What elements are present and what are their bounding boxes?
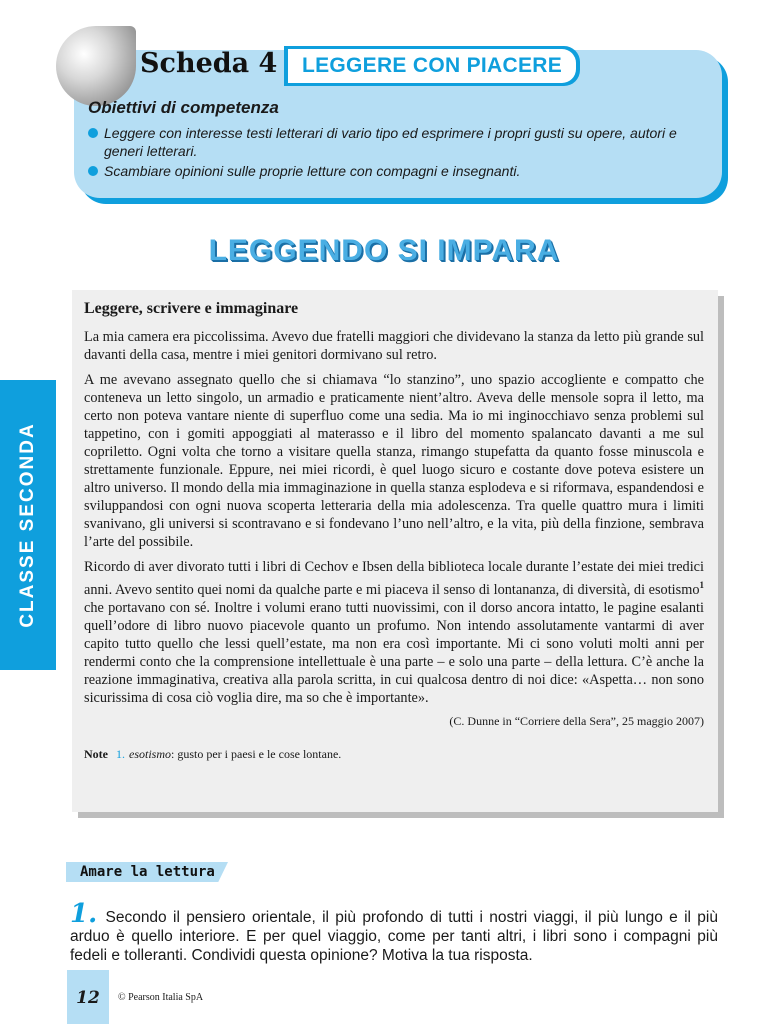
note-number: 1. [116,746,125,761]
bullet-dot-icon [88,166,98,176]
objectives-list [88,124,708,182]
reading-text: Ricordo di aver divorato tutti i libri di Cechov e Ibsen della biblioteca locale durante l’estate dei miei tredici anni. Avevo sentito quei nomi da qualche parte e mi piaceva il senso di lontananza, di diversità, di esotismo [84,559,704,598]
reading-text: che portavano con sé. Inoltre i volumi erano tutti nuovissimi, con il dorso ancora intatto, le pagine esalanti quell’odore di libro nuovo piacevole quanto un profumo. Non intendo assolutamente vantarmi di aver capito tutto quello che lessi quell’estate, ma non era così importante. Mi ci sono voluti molti anni per rendermi conto che la comprensione intellettuale è una parte – e solo una parte – della lettura. C’è anche la reazione immaginativa, creativa alla parola scritta, in cui qualcosa dentro di noi dice: «Aspetta… non sono sicurissima di cosa ciò voglia dire, ma so che è importante». [84,599,704,706]
decorative-ball [56,26,136,106]
copyright: © Pearson Italia SpA [118,992,204,1003]
section-label: Amare la lettura [80,864,215,880]
scheda-number: Scheda 4 [140,48,278,79]
note-label: Note [84,746,108,761]
question-text: Secondo il pensiero orientale, il più profondo di tutti i nostri viaggi, il più lungo e il più arduo è quello interiore. E per quel viaggio, come per tanti altri, i libri sono i compagni più fedeli e tolleranti. Condividi questa opinione? Motiva la tua risposta. [70,909,718,964]
objective-text: Scambiare opinioni sulle proprie letture con compagni e insegnanti. [104,163,521,179]
side-banner-label: CLASSE SECONDA [17,422,38,628]
footnote [84,747,704,762]
footnote-marker: 1 [699,580,704,590]
reading-source: (C. Dunne in “Corriere della Sera”, 25 maggio 2007) [449,713,704,728]
section-tag: LEGGERE CON PIACERE [288,49,576,83]
main-title: LEGGENDO SI IMPARA [208,234,560,267]
reading-paragraph: A me avevano assegnato quello che si chiamava “lo stanzino”, uno spazio accogliente e compatto che conteneva un letto singolo, un armadio e praticamente nient’altro. Aveva delle mensole sopra il letto, ma certo non poteva vantare niente di superfluo come una sedia. Ma io mi inginocchiavo senza problemi sul tappetino, con i gomiti appoggiati al materasso e il libro del momento spalancato davanti a me sul copriletto. Ogni volta che torno a visitare quella stanza, rimango stupefatta da quanto fosse minuscola e strettamente funzionale. Eppure, nei miei ricordi, è quel luogo sicuro e costante dove poteva esistere un altro universo. Il mondo della mia immaginazione in quella stanza esplodeva e si riformava, espandendosi e sviluppandosi con ogni nuova scoperta letteraria della mia adolescenza. Tra quelle quattro mura i limiti svanivano, gli universi si scontravano e si fondevano l’uno nell’altro, e la vita, più della finzione, sembrava l’arte del possibile. [84,372,704,550]
objectives-title: Obiettivi di competenza [88,98,279,117]
reading-title: Leggere, scrivere e immaginare [84,300,299,317]
objective-item [88,162,708,180]
question-number: 1. [70,899,98,929]
reading-paragraph: La mia camera era piccolissima. Avevo due fratelli maggiori che dividevano la stanza da letto più grande sul davanti della casa, mentre i miei genitori dormivano sul retro. [84,329,704,363]
note-term: esotismo [129,746,171,761]
objective-text: Leggere con interesse testi letterari di vario tipo ed esprimere i propri gusti su opere, autori e generi letterari. [104,125,677,159]
objective-item [88,124,708,160]
reading-box [72,290,718,812]
question [70,899,718,965]
reading-paragraph [84,558,704,707]
page-number: 12 [76,988,100,1008]
bullet-dot-icon [88,128,98,138]
note-text: : gusto per i paesi e le cose lontane. [171,746,342,761]
